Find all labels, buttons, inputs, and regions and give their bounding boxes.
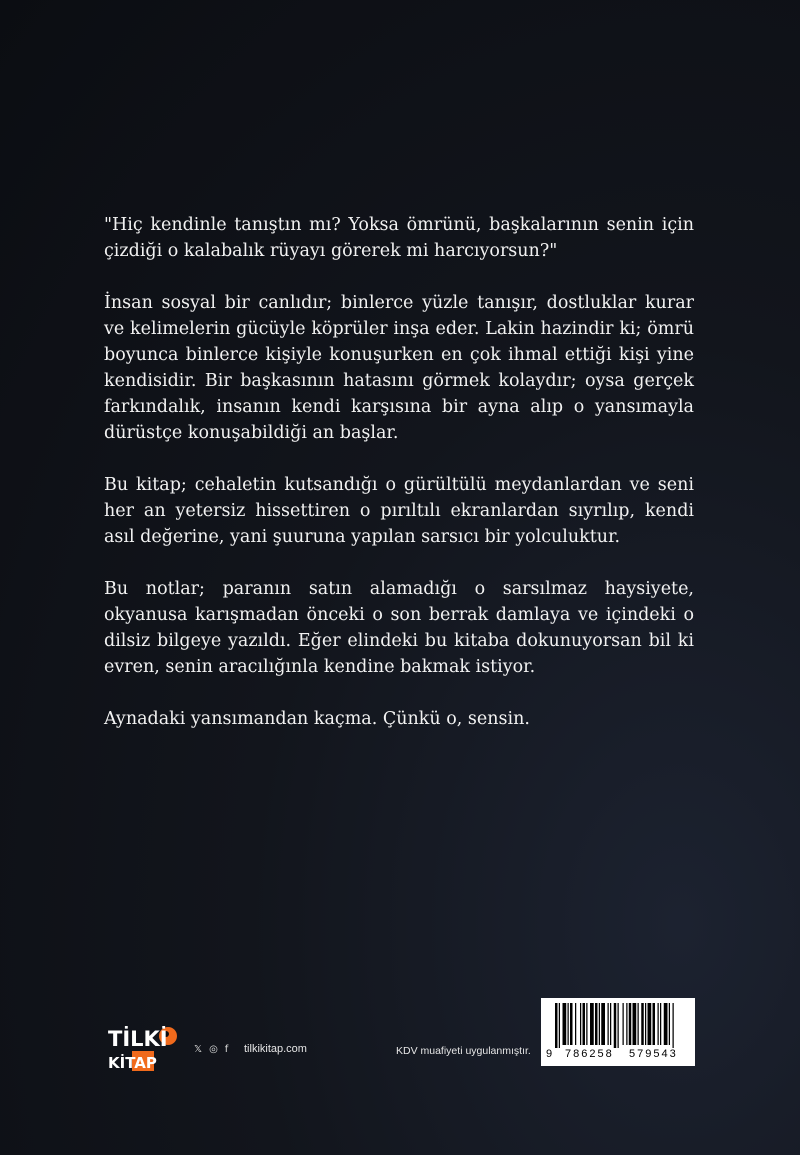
barcode-bar [590, 1003, 594, 1045]
facebook-icon: f [224, 1044, 229, 1055]
isbn-digits [541, 1048, 695, 1064]
barcode-bar [633, 1003, 637, 1045]
barcode-bar [599, 1003, 600, 1045]
quote-paragraph: "Hiç kendinle tanıştın mı? Yoksa ömrünü, başkalarının senin için çizdiği o kalabalık rüyayı görerek mi harcıyorsun?" [104, 215, 694, 261]
barcode-bar [664, 1003, 668, 1045]
barcode-bar [658, 1003, 659, 1045]
social-links [194, 1044, 228, 1055]
barcode-bar [601, 1003, 605, 1045]
x-icon: 𝕏 [194, 1044, 203, 1055]
barcode-bar [641, 1003, 644, 1045]
isbn-digit-first: 9 [546, 1048, 553, 1060]
publisher-logo [106, 1022, 180, 1074]
isbn-digits-right: 579543 [629, 1048, 678, 1060]
barcode-bar [653, 1003, 656, 1045]
barcode-bar [673, 1003, 674, 1048]
body-paragraph-1: İnsan sosyal bir canlıdır; binlerce yüzle tanışır, dostluklar kurar ve kelimelerin gücüyle köprüler inşa eder. Lakin hazindir ki; ömrü boyunca binlerce kişiyle konuşurken en çok ihmal ettiği kişi yine kendisidir. Bir başkasının hatasını görmek kolaydır; oysa gerçek farkındalık, insanın kendi karşısına bir ayna alıp o yansımayla dürüstçe konuşabildiği an başlar. [104, 293, 694, 443]
closing-line: Aynadaki yansımandan kaçma. Çünkü o, sensin. [104, 709, 530, 729]
barcode-bar [563, 1003, 567, 1045]
logo-text-top: TİLKİ [108, 1027, 168, 1051]
barcode-bar [626, 1003, 627, 1045]
barcode-bar [568, 1003, 569, 1045]
back-cover-text [104, 212, 694, 758]
barcode-bar [583, 1003, 586, 1045]
barcode-bar [580, 1003, 581, 1045]
barcode-bar [608, 1003, 609, 1045]
barcode-bars [541, 998, 695, 1048]
barcode-bar [559, 1003, 560, 1048]
body-paragraph-3: Bu notlar; paranın satın alamadığı o sarsılmaz haysiyete, okyanusa karışmadan önceki o son berrak damlaya ve içindeki o dilsiz bilgeye yazıldı. Eğer elindeki bu kitaba dokunuyorsan bil ki evren, senin aracılığınla kendine bakmak istiyor. [104, 579, 694, 677]
barcode-bar [629, 1003, 632, 1045]
body-paragraph-2: Bu kitap; cehaletin kutsandığı o gürültülü meydanlardan ve seni her an yetersiz hissettiren o pırıltılı ekranlardan sıyrılıp, kendi asıl değerine, yani şuuruna yapılan sarsıcı bir yolculuktur. [104, 475, 694, 547]
barcode-bar [623, 1003, 624, 1045]
barcode-bar [614, 1003, 617, 1048]
barcode-bar [645, 1003, 646, 1045]
barcode-bar [648, 1003, 652, 1045]
logo-text-bottom: KİTAP [108, 1054, 157, 1072]
barcode-bar [595, 1003, 598, 1045]
barcode-bar [638, 1003, 639, 1045]
publisher-website: tilkikitap.com [244, 1043, 307, 1055]
isbn-digits-left: 786258 [565, 1048, 614, 1060]
isbn-barcode [541, 998, 695, 1066]
barcode-bar [586, 1003, 587, 1045]
barcode-bar [660, 1003, 661, 1045]
barcode-bar [610, 1003, 611, 1045]
barcode-bar [575, 1003, 576, 1045]
kdv-note: KDV muafiyeti uygulanmıştır. [396, 1045, 531, 1057]
instagram-icon: ◎ [209, 1044, 218, 1055]
barcode-bar [669, 1003, 670, 1045]
barcode-bar [618, 1003, 619, 1048]
barcode-bar [555, 1003, 558, 1048]
barcode-bar [570, 1003, 573, 1045]
